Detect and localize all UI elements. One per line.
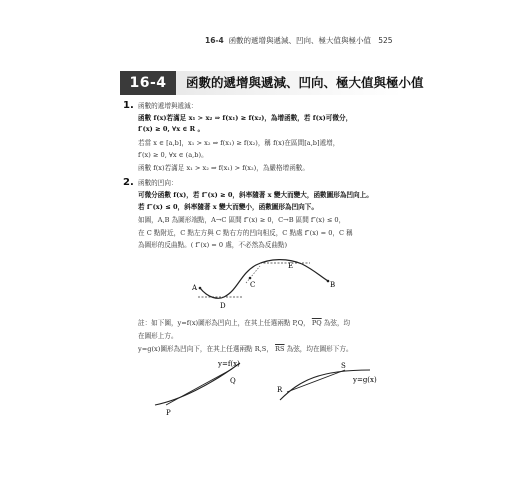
item-1-heading: 函數的遞增與遞減： — [138, 102, 198, 110]
g-label: y=g(x) — [353, 376, 377, 384]
item-2-number: 2. — [123, 177, 134, 188]
label-b: B — [330, 281, 336, 289]
item-1-line-2: f′(x) ≥ 0, ∀x ∈ R 。 — [138, 125, 205, 133]
inflection-figure — [180, 250, 360, 315]
g-curve — [280, 370, 370, 400]
page-number: 525 — [378, 36, 393, 45]
item-1-line-4: f′(x) ≥ 0, ∀x ∈ (a,b)。 — [138, 151, 208, 159]
chord-pq: $\overline{PQ}$ — [311, 319, 322, 327]
pq-chord — [166, 369, 232, 405]
concave-up-figure — [150, 355, 260, 420]
section-title-bar — [120, 71, 424, 95]
point-b-marker — [327, 280, 330, 283]
concave-down-figure — [275, 362, 385, 407]
item-2-line-3: 如圖，A,B 為圖形端點，A→C 區間 f″(x) ≥ 0，C→B 區間 f″(x) ≤ 0， — [138, 216, 346, 224]
item-2-line-5: 為圖形的反曲點。( f″(x) = 0 處，不必然為反曲點) — [138, 241, 288, 249]
item-2-line-4: 在 C 點附近，C 點左方與 C 點右方的凹向相反，C 點處 f″(x) = 0，C 稱 — [138, 229, 353, 237]
running-head-section: 16-4 — [205, 36, 224, 45]
note-line-1-tail: 為弦，均 — [323, 319, 351, 327]
note-line-1 — [138, 319, 350, 328]
f-curve — [155, 363, 240, 405]
f-label: y=f(x) — [218, 360, 240, 368]
label-p: P — [166, 409, 171, 417]
curve — [200, 260, 328, 299]
label-s: S — [341, 362, 346, 370]
chord-rs: $\overline{RS}$ — [275, 345, 285, 353]
point-c-marker — [249, 277, 252, 280]
label-r: R — [277, 386, 283, 394]
label-a: A — [192, 284, 198, 292]
label-e: E — [288, 262, 294, 270]
item-1-line-3: 若當 x ∈ [a,b]，x₁ > x₂ ⇒ f(x₁) ≥ f(x₂)，稱 f(x)在區間[a,b]遞增， — [138, 139, 340, 147]
rs-chord — [287, 370, 345, 392]
section-title: 函數的遞增與遞減、凹向、極大值與極小值 — [186, 75, 424, 90]
note-line-3-text: y=g(x)圖形為凹向下，在其上任選兩點 R,S， — [138, 345, 273, 353]
note-line-1-text: 註：如下圖，y=f(x)圖形為凹向上，在其上任選兩點 P,Q， — [138, 319, 310, 327]
point-a-marker — [199, 287, 202, 290]
item-2-line-2: 若 f″(x) ≤ 0，斜率隨著 x 變大而變小，函數圖形為凹向下。 — [138, 203, 318, 211]
section-number: 16-4 — [120, 71, 176, 95]
label-d: D — [220, 302, 226, 310]
item-2-line-1: 可微分函數 f(x)，若 f″(x) ≥ 0，斜率隨著 x 變大而變大，函數圖形為凹向上。 — [138, 191, 373, 199]
running-head-title: 函數的遞增與遞減、凹向、極大值與極小值 — [228, 36, 372, 45]
label-q: Q — [230, 377, 236, 385]
note-line-3 — [138, 345, 353, 354]
note-line-3-tail: 為弦，均在圖形下方。 — [286, 345, 353, 353]
item-1-line-1: 函數 f(x)若滿足 x₁ > x₂ ⇒ f(x₁) ≥ f(x₂)，為增函數，若 f(x)可微分， — [138, 114, 353, 122]
item-1-line-5: 函數 f(x)若滿足 x₁ > x₂ ⇒ f(x₁) > f(x₂)，為嚴格增函數。 — [138, 164, 309, 172]
label-c: C — [250, 281, 256, 289]
running-head — [205, 35, 393, 46]
item-1-number: 1. — [123, 100, 134, 111]
item-2-heading: 函數的凹向： — [138, 179, 178, 187]
note-line-2: 在圖形上方。 — [138, 332, 178, 340]
